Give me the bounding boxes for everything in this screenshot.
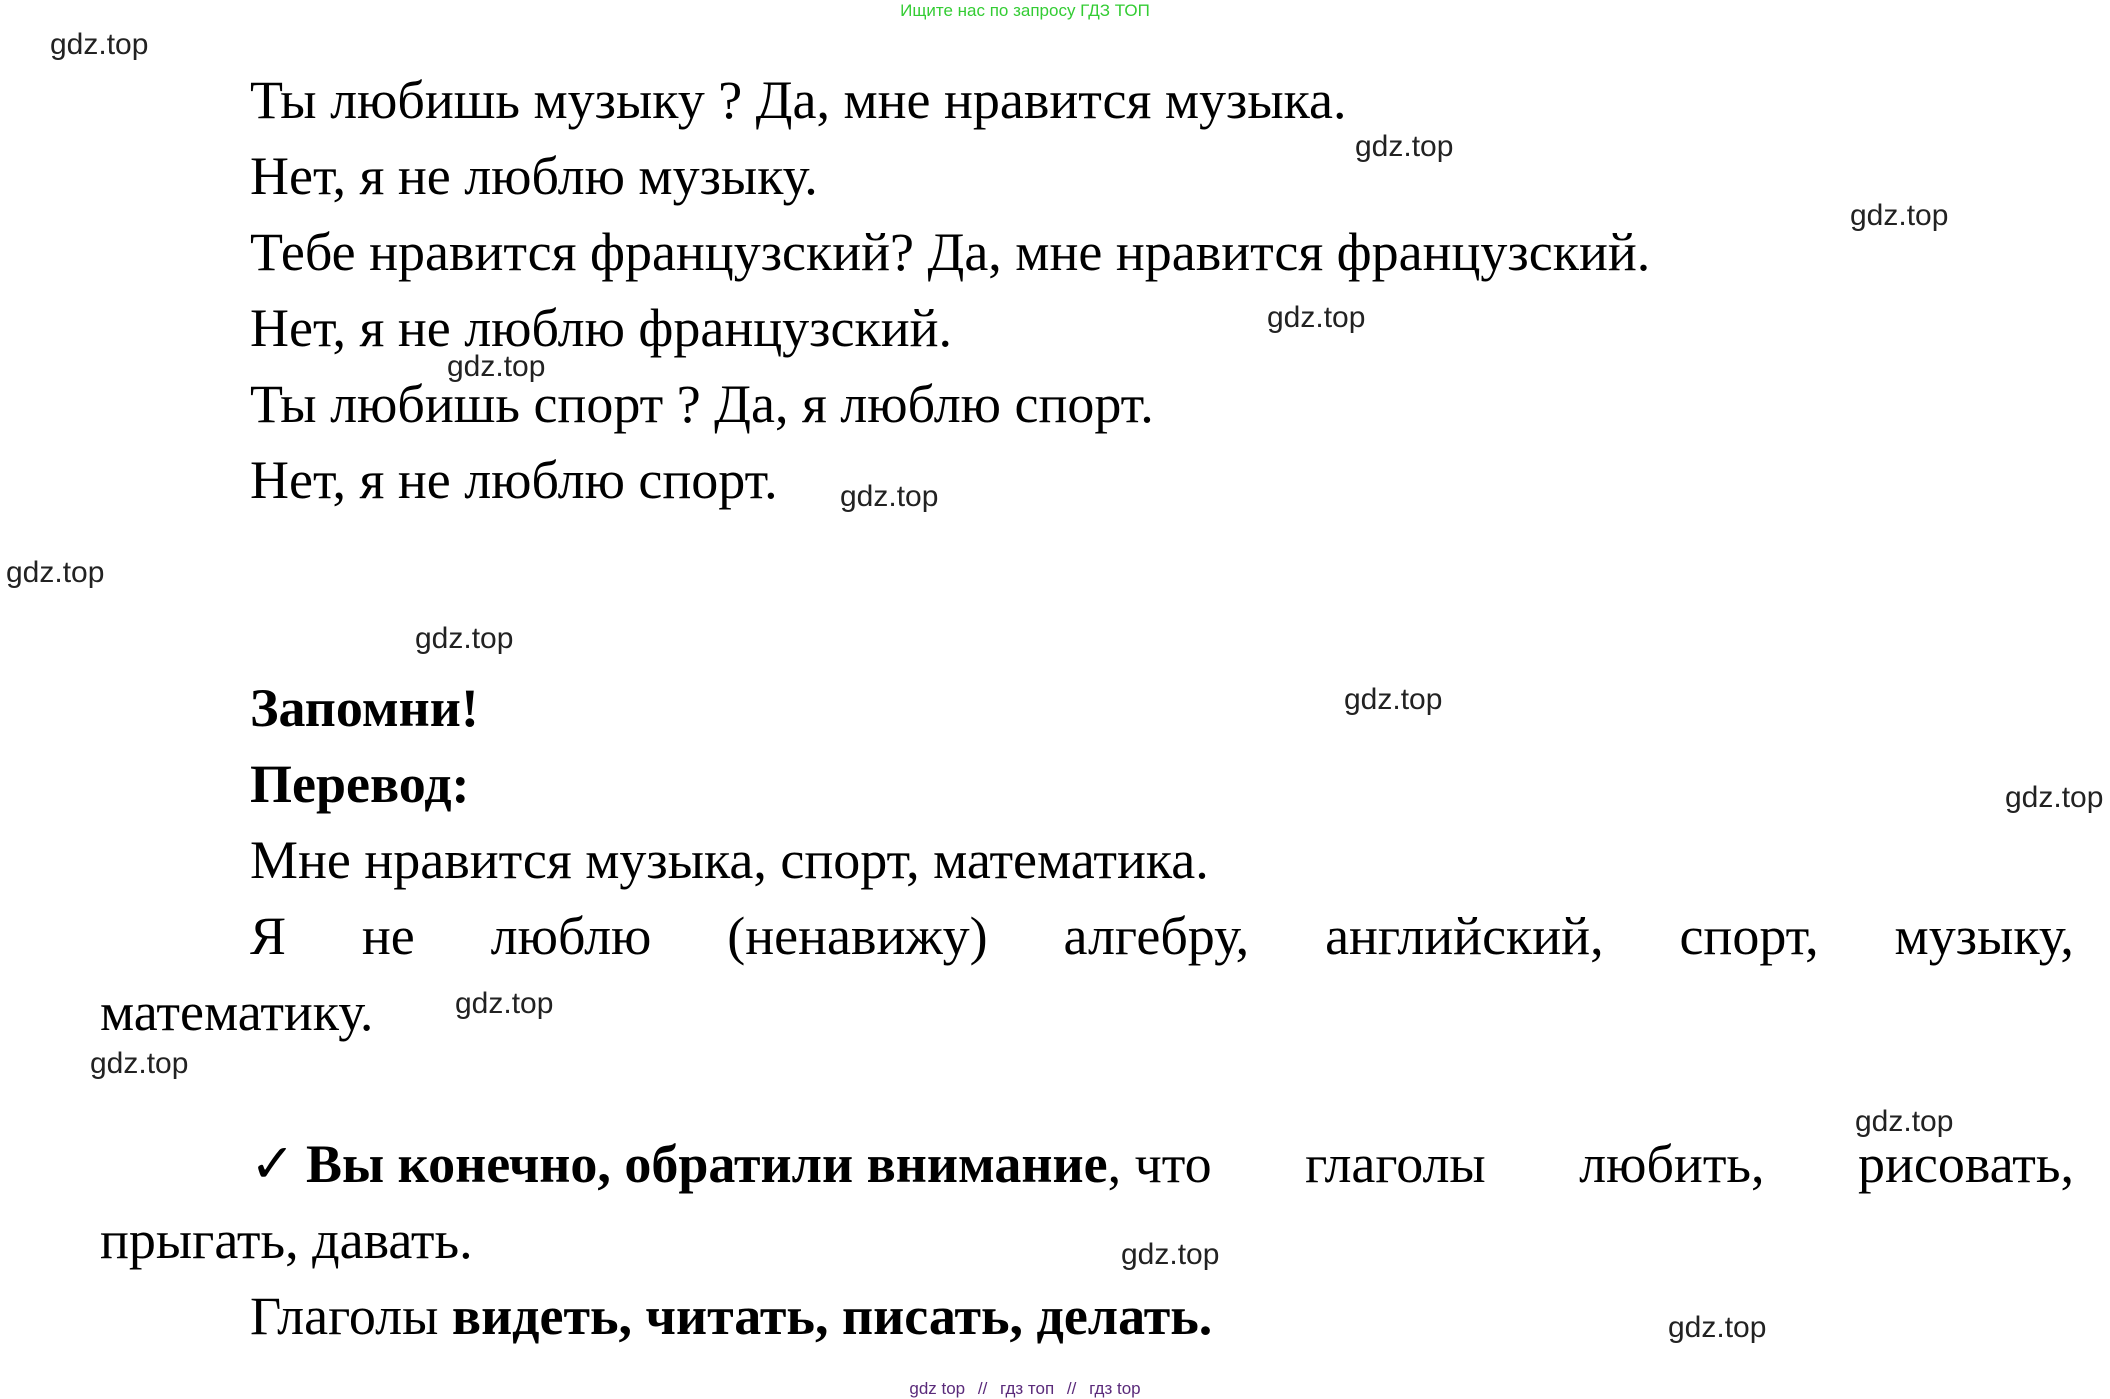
watermark: gdz.top [90,1047,189,1080]
word: спорт, [1679,906,1819,966]
word: (ненавижу) [727,906,988,966]
text-line-4: Нет, я не люблю французский. [250,298,952,358]
note-line-2: прыгать, давать. [100,1210,473,1270]
watermark: gdz.top [1267,301,1366,334]
watermark: gdz.top [455,987,554,1020]
word: музыку, [1894,906,2074,966]
watermark: gdz.top [1344,683,1443,716]
footer-separator: // [977,1379,988,1398]
watermark: gdz.top [1355,130,1454,163]
text-line-3: Тебе нравится французский? Да, мне нравится французский. [250,222,1651,282]
word: английский, [1325,906,1604,966]
translation-line-1: Мне нравится музыка, спорт, математика. [250,830,1209,890]
checkmark-icon: ✓ [250,1134,296,1194]
word: не [361,906,415,966]
word: Я [250,906,287,966]
remember-heading: Запомни! [250,678,479,738]
text-line-1: Ты любишь музыку ? Да, мне нравится музыка. [250,70,1347,130]
footer-link-gdz-top-mixed[interactable]: гдз top [1089,1379,1141,1398]
text-line-6: Нет, я не люблю спорт. [250,450,778,510]
footer-links [0,1379,2080,1399]
translation-line-3: математику. [100,982,374,1042]
verbs-line [250,1286,1212,1346]
note-line-1 [250,1134,2074,1194]
watermark: gdz.top [840,480,939,513]
translation-heading: Перевод: [250,754,470,814]
watermark: gdz.top [1121,1238,1220,1271]
note-word: глаголы [1305,1134,1486,1194]
note-word: , что [1107,1134,1212,1194]
note-word: рисовать, [1858,1134,2074,1194]
word: люблю [490,906,652,966]
watermark: gdz.top [447,350,546,383]
note-lead [250,1134,1212,1194]
watermark: gdz.top [1668,1311,1767,1344]
word: алгебру, [1063,906,1250,966]
watermark: gdz.top [6,556,105,589]
footer-link-gdz-top[interactable]: gdz top [909,1379,966,1398]
watermark: gdz.top [415,622,514,655]
verbs-prefix: Глаголы [250,1286,452,1346]
watermark: gdz.top [1855,1105,1954,1138]
watermark: gdz.top [2005,781,2104,814]
watermark: gdz.top [50,28,149,61]
footer-link-gdz-top-ru[interactable]: гдз топ [1000,1379,1055,1398]
text-line-5: Ты любишь спорт ? Да, я люблю спорт. [250,374,1154,434]
footer-separator: // [1066,1379,1077,1398]
note-bold-text: Вы конечно, обратили внимание [306,1134,1108,1194]
top-banner-text: Ищите нас по запросу ГДЗ ТОП [900,1,1150,20]
text-line-2: Нет, я не люблю музыку. [250,146,818,206]
note-word: любить, [1579,1134,1765,1194]
watermark: gdz.top [1850,199,1949,232]
verbs-bold: видеть, читать, писать, делать. [451,1286,1213,1346]
translation-line-2 [250,906,2074,966]
